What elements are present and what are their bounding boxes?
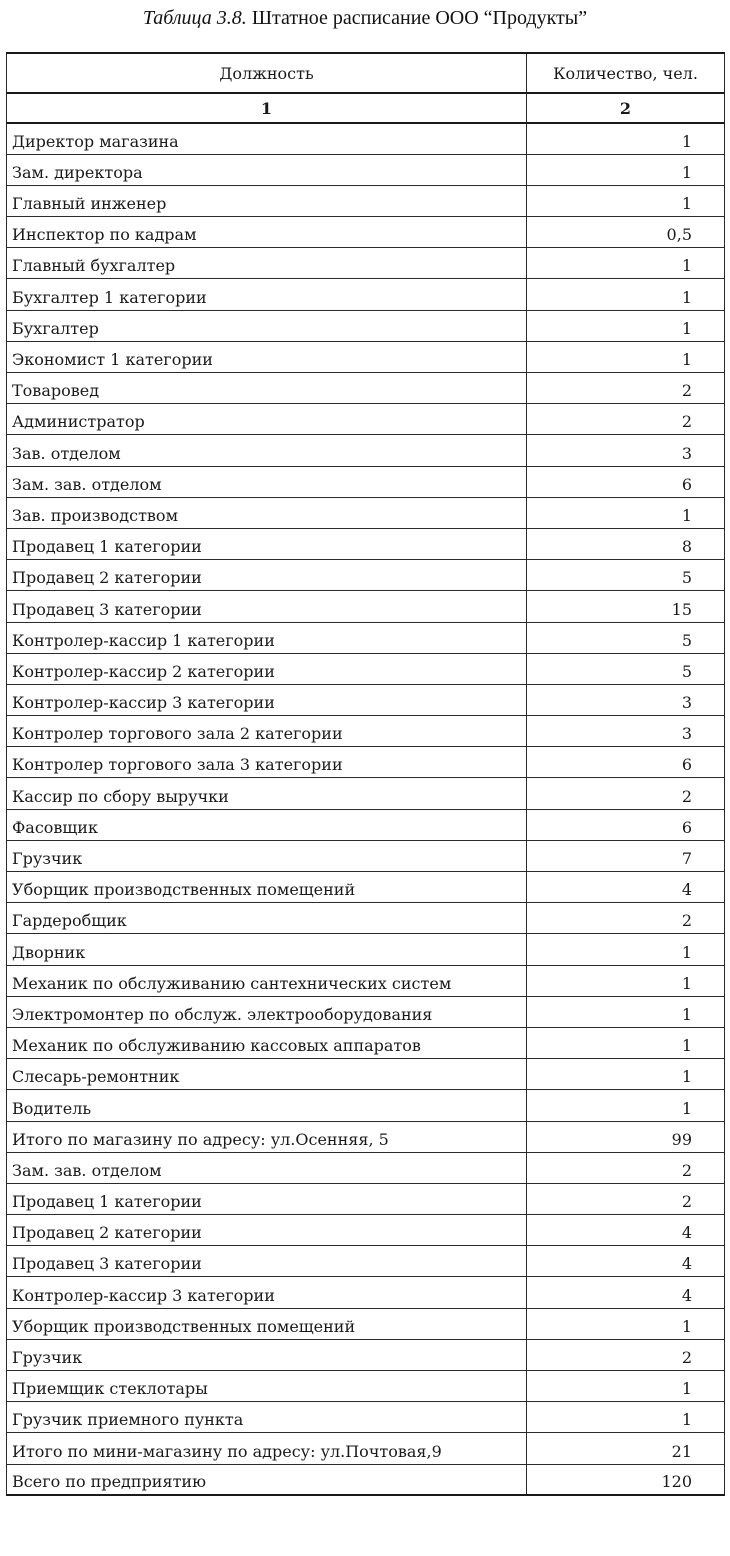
table-row [7, 528, 725, 559]
count-cell: 120 [527, 1464, 725, 1495]
table-row [7, 1371, 725, 1402]
table-row [7, 653, 725, 684]
position-cell: Продавец 2 категории [7, 1215, 527, 1246]
count-cell: 3 [527, 435, 725, 466]
table-row [7, 1059, 725, 1090]
count-cell: 1 [527, 248, 725, 279]
position-cell: Электромонтер по обслуж. электрооборудования [7, 996, 527, 1027]
position-cell: Продавец 1 категории [7, 528, 527, 559]
count-cell: 2 [527, 404, 725, 435]
table-row [7, 934, 725, 965]
count-cell: 1 [527, 1027, 725, 1058]
table-row [7, 622, 725, 653]
position-cell: Итого по мини-магазину по адресу: ул.Почтовая,9 [7, 1433, 527, 1464]
table-caption-text: Штатное расписание ООО “Продукты” [251, 7, 588, 29]
count-cell: 1 [527, 1308, 725, 1339]
count-cell: 3 [527, 684, 725, 715]
position-cell: Всего по предприятию [7, 1464, 527, 1495]
table-row [7, 466, 725, 497]
table-row [7, 154, 725, 185]
count-cell: 1 [527, 279, 725, 310]
header-position: Должность [7, 53, 527, 93]
count-cell: 7 [527, 840, 725, 871]
count-cell: 1 [527, 1059, 725, 1090]
table-row [7, 1433, 725, 1464]
count-cell: 4 [527, 1277, 725, 1308]
count-cell: 1 [527, 1371, 725, 1402]
table-row [7, 778, 725, 809]
table-row [7, 716, 725, 747]
table-row [7, 217, 725, 248]
position-cell: Продавец 2 категории [7, 560, 527, 591]
position-cell: Инспектор по кадрам [7, 217, 527, 248]
count-cell: 1 [527, 123, 725, 154]
position-cell: Механик по обслуживанию сантехнических систем [7, 965, 527, 996]
position-cell: Приемщик стеклотары [7, 1371, 527, 1402]
count-cell: 1 [527, 1090, 725, 1121]
table-row [7, 1464, 725, 1495]
column-number-2: 2 [527, 93, 725, 123]
table-row [7, 1339, 725, 1370]
table-row [7, 1402, 725, 1433]
position-cell: Зав. производством [7, 497, 527, 528]
table-row [7, 435, 725, 466]
table-row [7, 1152, 725, 1183]
position-cell: Главный инженер [7, 185, 527, 216]
table-row [7, 310, 725, 341]
count-cell: 5 [527, 653, 725, 684]
count-cell: 4 [527, 872, 725, 903]
table-row [7, 404, 725, 435]
table-row [7, 341, 725, 372]
position-cell: Бухгалтер 1 категории [7, 279, 527, 310]
position-cell: Продавец 3 категории [7, 1246, 527, 1277]
position-cell: Водитель [7, 1090, 527, 1121]
position-cell: Контролер торгового зала 2 категории [7, 716, 527, 747]
table-row [7, 1121, 725, 1152]
table-row [7, 840, 725, 871]
position-cell: Гардеробщик [7, 903, 527, 934]
position-cell: Зам. директора [7, 154, 527, 185]
staffing-table [6, 52, 725, 1496]
count-cell: 5 [527, 622, 725, 653]
position-cell: Продавец 1 категории [7, 1183, 527, 1214]
position-cell: Фасовщик [7, 809, 527, 840]
count-cell: 21 [527, 1433, 725, 1464]
position-cell: Зам. зав. отделом [7, 1152, 527, 1183]
table-row [7, 996, 725, 1027]
count-cell: 6 [527, 466, 725, 497]
table-row [7, 279, 725, 310]
position-cell: Экономист 1 категории [7, 341, 527, 372]
count-cell: 1 [527, 965, 725, 996]
count-cell: 6 [527, 747, 725, 778]
position-cell: Бухгалтер [7, 310, 527, 341]
count-cell: 8 [527, 528, 725, 559]
position-cell: Администратор [7, 404, 527, 435]
count-cell: 2 [527, 778, 725, 809]
column-number-row [7, 93, 725, 123]
count-cell: 1 [527, 154, 725, 185]
table-row [7, 248, 725, 279]
count-cell: 2 [527, 373, 725, 404]
position-cell: Контролер-кассир 2 категории [7, 653, 527, 684]
position-cell: Зав. отделом [7, 435, 527, 466]
header-count: Количество, чел. [527, 53, 725, 93]
column-number-1: 1 [7, 93, 527, 123]
table-row [7, 965, 725, 996]
table-row [7, 185, 725, 216]
position-cell: Контролер-кассир 3 категории [7, 1277, 527, 1308]
table-row [7, 591, 725, 622]
table-row [7, 1215, 725, 1246]
count-cell: 2 [527, 1152, 725, 1183]
position-cell: Механик по обслуживанию кассовых аппаратов [7, 1027, 527, 1058]
count-cell: 5 [527, 560, 725, 591]
position-cell: Уборщик производственных помещений [7, 1308, 527, 1339]
count-cell: 3 [527, 716, 725, 747]
count-cell: 1 [527, 185, 725, 216]
position-cell: Уборщик производственных помещений [7, 872, 527, 903]
count-cell: 1 [527, 1402, 725, 1433]
count-cell: 2 [527, 1339, 725, 1370]
header-row [7, 53, 725, 93]
count-cell: 1 [527, 497, 725, 528]
position-cell: Главный бухгалтер [7, 248, 527, 279]
table-row [7, 497, 725, 528]
table-row [7, 1277, 725, 1308]
table-caption-label: Таблица 3.8. [142, 7, 247, 29]
table-body [7, 123, 725, 1495]
count-cell: 1 [527, 934, 725, 965]
table-row [7, 903, 725, 934]
position-cell: Дворник [7, 934, 527, 965]
position-cell: Товаровед [7, 373, 527, 404]
table-row [7, 560, 725, 591]
count-cell: 6 [527, 809, 725, 840]
count-cell: 15 [527, 591, 725, 622]
position-cell: Зам. зав. отделом [7, 466, 527, 497]
table-row [7, 123, 725, 154]
table-row [7, 1090, 725, 1121]
table-row [7, 747, 725, 778]
count-cell: 99 [527, 1121, 725, 1152]
table-row [7, 373, 725, 404]
table-caption [0, 6, 730, 30]
count-cell: 0,5 [527, 217, 725, 248]
position-cell: Продавец 3 категории [7, 591, 527, 622]
table-row [7, 809, 725, 840]
count-cell: 1 [527, 996, 725, 1027]
position-cell: Грузчик приемного пункта [7, 1402, 527, 1433]
position-cell: Кассир по сбору выручки [7, 778, 527, 809]
position-cell: Грузчик [7, 840, 527, 871]
table-row [7, 1246, 725, 1277]
count-cell: 1 [527, 341, 725, 372]
position-cell: Контролер торгового зала 3 категории [7, 747, 527, 778]
position-cell: Директор магазина [7, 123, 527, 154]
table-row [7, 684, 725, 715]
position-cell: Грузчик [7, 1339, 527, 1370]
count-cell: 1 [527, 310, 725, 341]
table-row [7, 872, 725, 903]
count-cell: 4 [527, 1246, 725, 1277]
position-cell: Контролер-кассир 3 категории [7, 684, 527, 715]
count-cell: 2 [527, 903, 725, 934]
position-cell: Итого по магазину по адресу: ул.Осенняя, 5 [7, 1121, 527, 1152]
table-row [7, 1027, 725, 1058]
position-cell: Слесарь-ремонтник [7, 1059, 527, 1090]
position-cell: Контролер-кассир 1 категории [7, 622, 527, 653]
count-cell: 2 [527, 1183, 725, 1214]
count-cell: 4 [527, 1215, 725, 1246]
table-row [7, 1183, 725, 1214]
table-row [7, 1308, 725, 1339]
